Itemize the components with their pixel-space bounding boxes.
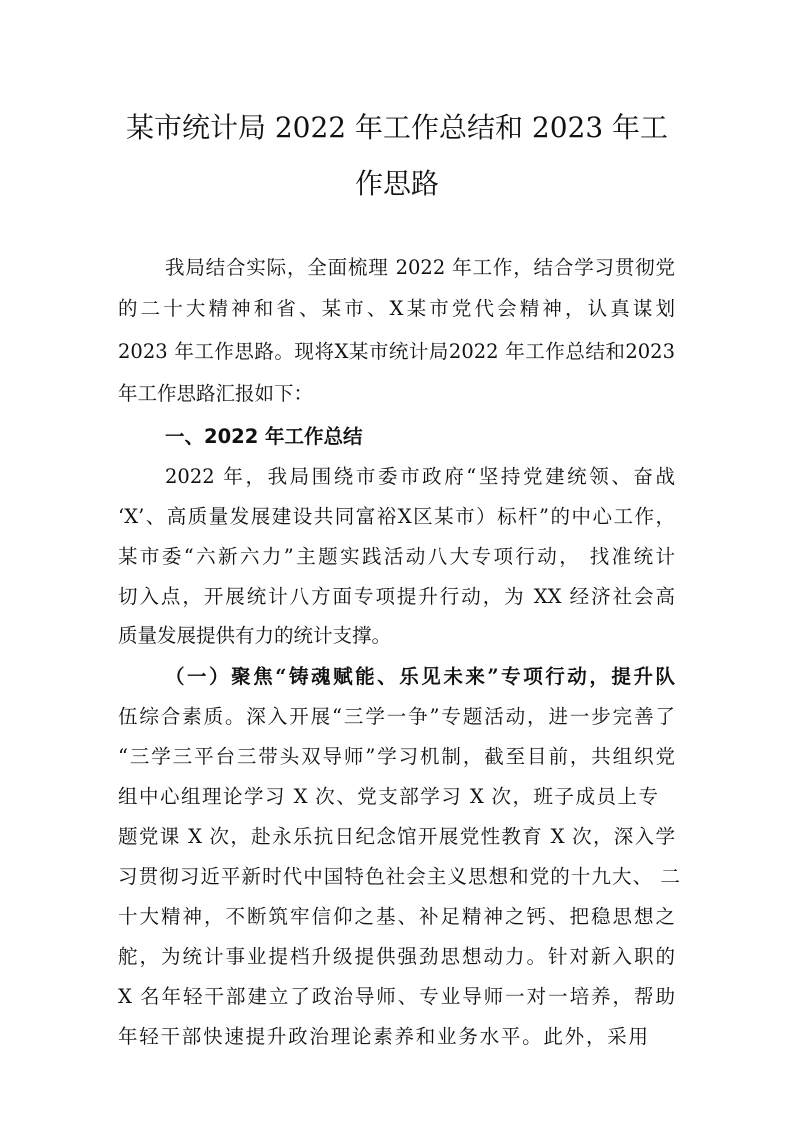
body-line: “三学三平台三带头双导师”学习机制，截至目前，共组织党 — [118, 745, 675, 768]
body-line: 组中心组理论学习 X 次、党支部学习 X 次，班子成员上专 — [118, 785, 658, 808]
document-title-line-2: 作思路 — [354, 167, 439, 200]
body-line: 质量发展提供有力的统计支撑。 — [118, 624, 392, 647]
subsection-heading: （一）聚焦“铸魂赋能、乐见未来”专项行动，提升队 — [165, 665, 675, 688]
body-line: 舵，为统计事业提档升级提供强劲思想动力。针对新入职的 — [118, 945, 675, 968]
body-line: 十大精神，不断筑牢信仰之基、补足精神之钙、把稳思想之 — [118, 905, 675, 928]
body-line: 习贯彻习近平新时代中国特色社会主义思想和党的十九大、 二 — [118, 865, 680, 888]
body-line: 的二十大精神和省、某市、X某市党代会精神，认真谋划 — [118, 297, 675, 320]
body-line: 题党课 X 次，赴永乐抗日纪念馆开展党性教育 X 次，深入学 — [118, 825, 675, 848]
document-title-line-1: 某市统计局 2022 年工作总结和 2023 年工 — [125, 111, 669, 144]
section-heading: 一、2022 年工作总结 — [165, 425, 363, 448]
body-line: 切入点，开展统计八方面专项提升行动，为 XX 经济社会高 — [118, 585, 675, 608]
body-line: 某市委“六新六力”主题实践活动八大专项行动， 找准统计 — [118, 545, 675, 568]
body-line: X 名年轻干部建立了政治导师、专业导师一对一培养，帮助 — [118, 985, 675, 1008]
body-line: 年轻干部快速提升政治理论素养和业务水平。此外，采用 — [118, 1025, 648, 1048]
body-line: ‘X’、高质量发展建设共同富裕X区某市）标杆”的中心工作， — [118, 505, 675, 528]
body-line: 我局结合实际，全面梳理 2022 年工作，结合学习贯彻党 — [165, 256, 675, 279]
body-line: 2022 年，我局围绕市委市政府“坚持党建统领、奋战 — [165, 465, 675, 488]
body-line: 年工作思路汇报如下： — [118, 382, 314, 405]
body-line: 2023 年工作思路。现将X某市统计局2022 年工作总结和2023 — [118, 340, 675, 363]
body-line: 伍综合素质。深入开展“三学一争”专题活动，进一步完善了 — [118, 705, 675, 728]
